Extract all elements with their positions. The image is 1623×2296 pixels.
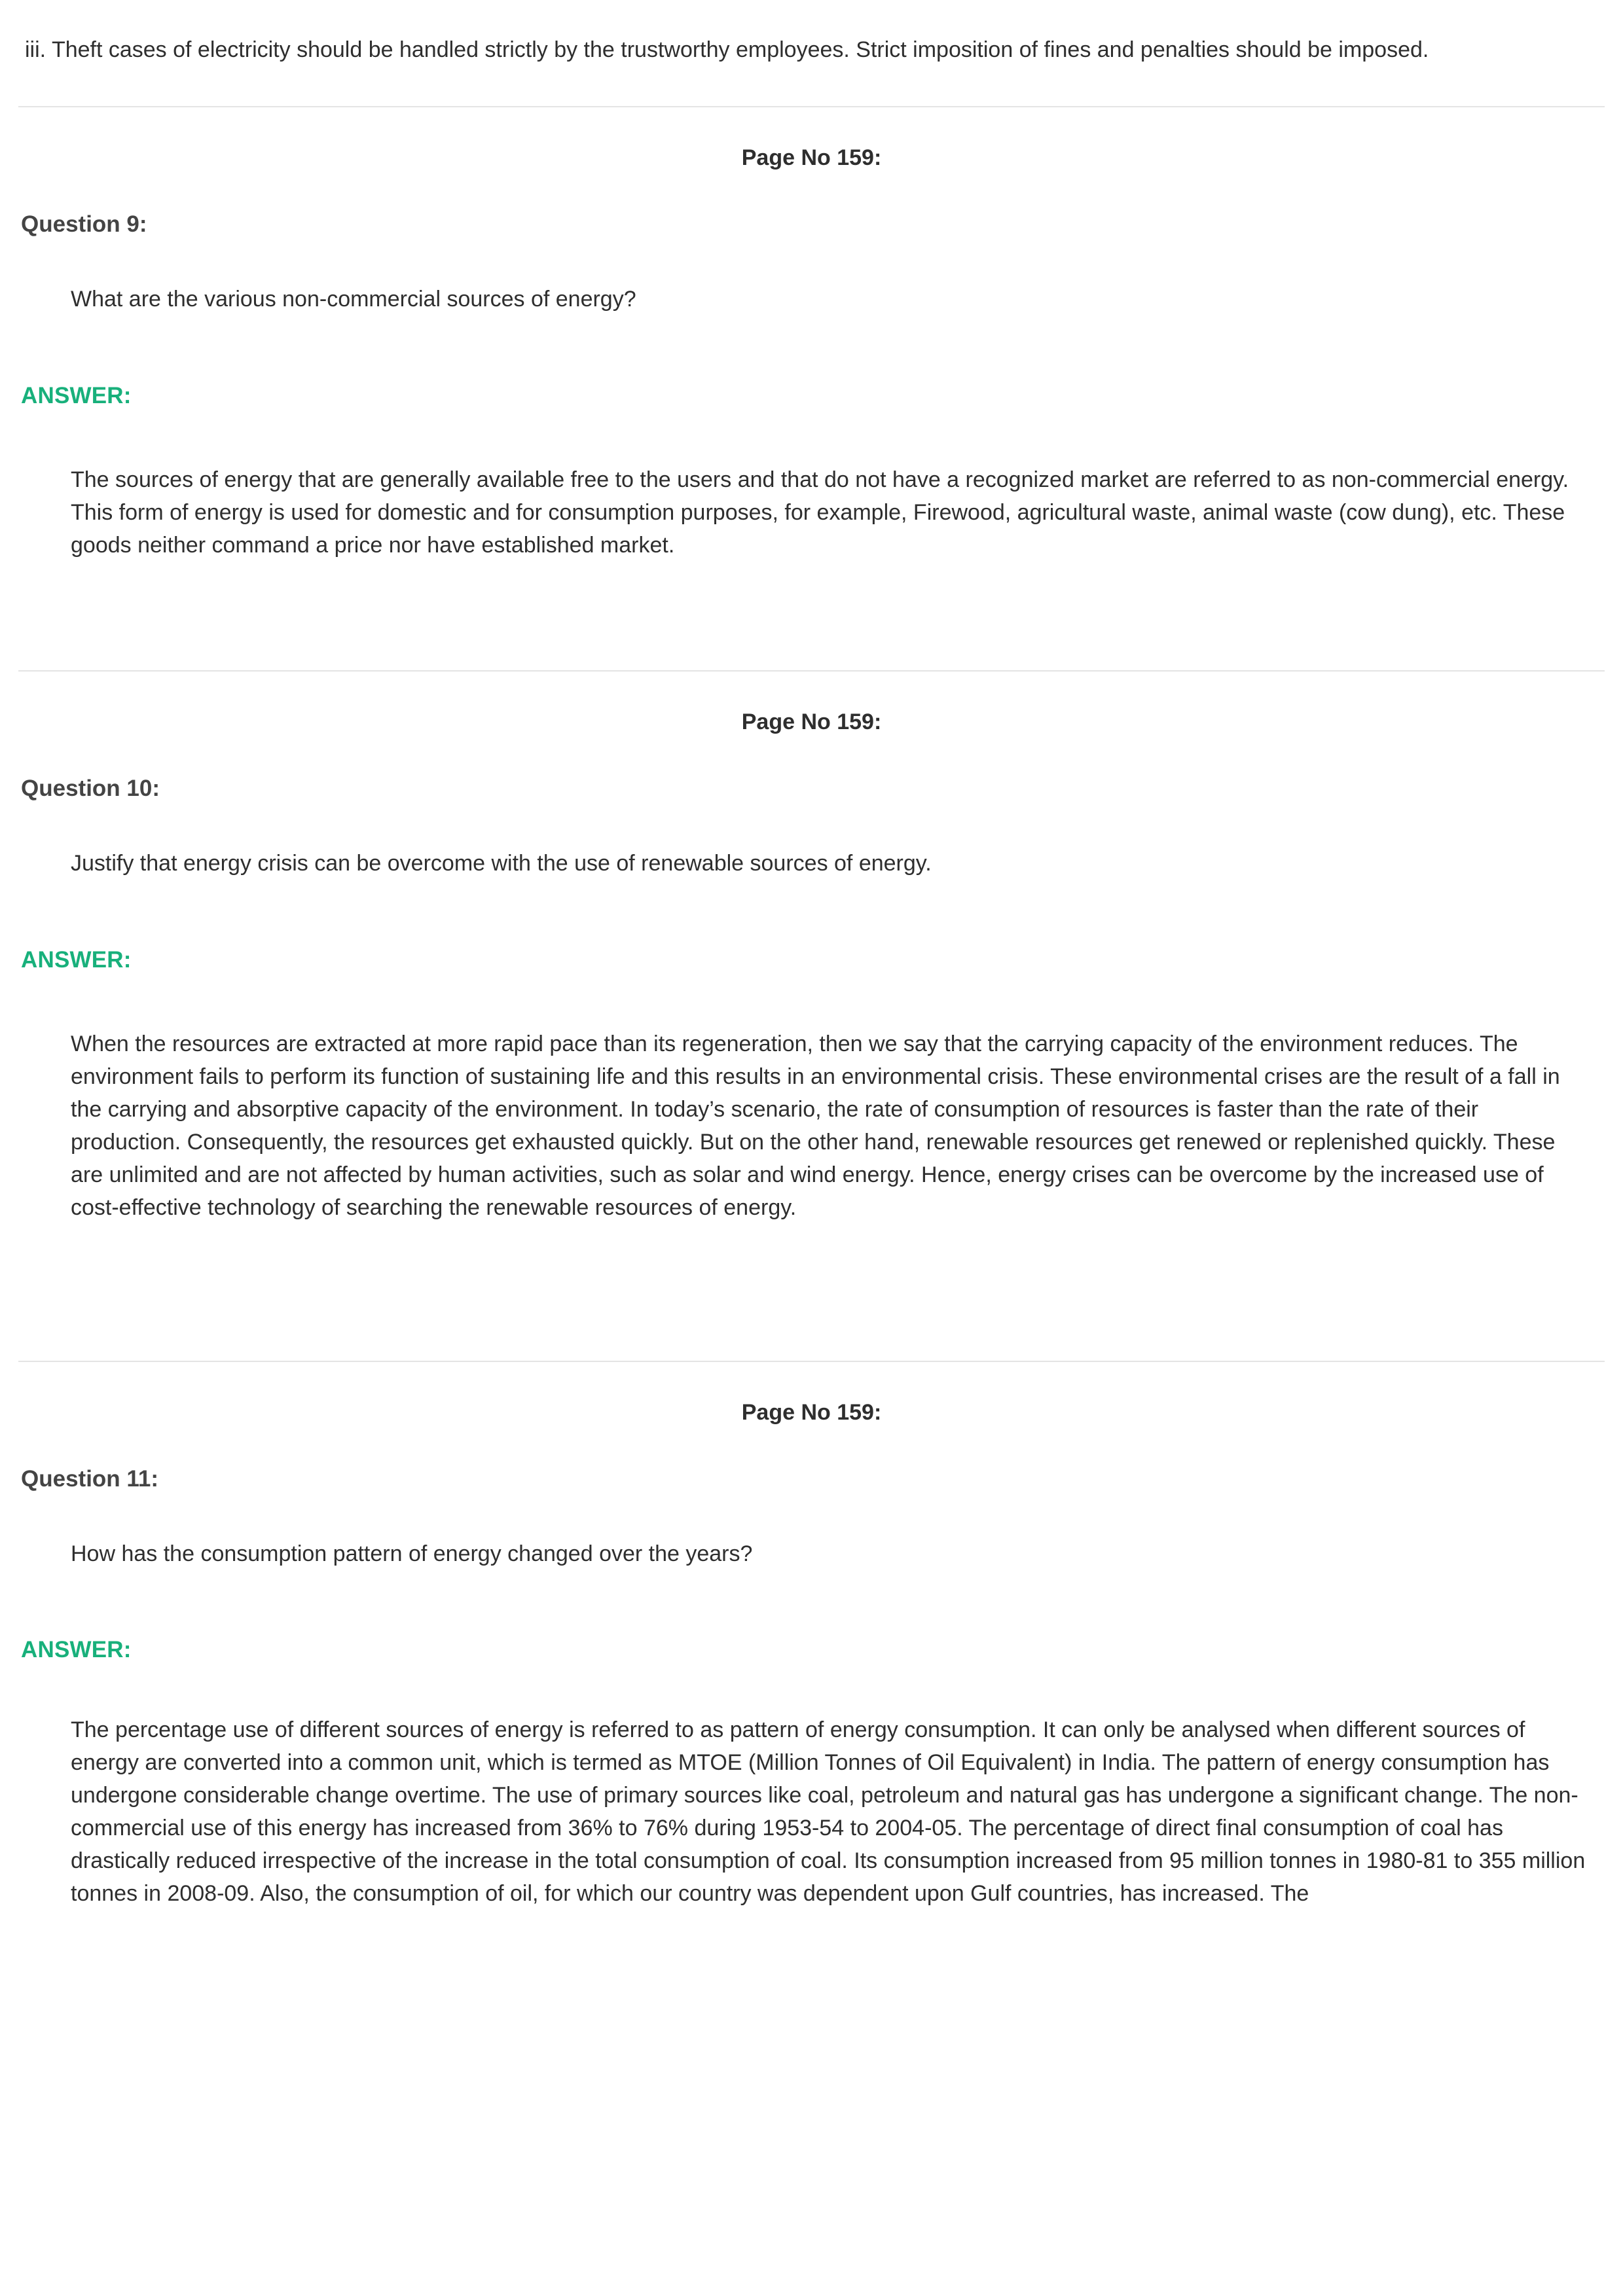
qa-block-3	[18, 1362, 1605, 1910]
answer-text: When the resources are extracted at more rapid pace than its regeneration, then we say that the carrying capacity of the environment reduces. The environment fails to perform its function of sustaining life and this results in an environmental crisis. These environmental crises are the result of a fall in the carrying and absorptive capacity of the environment. In today’s scenario, the rate of consumption of resources is faster than the rate of their production. Consequently, the resources get exhausted quickly. But on the other hand, renewable resources get renewed or replenished quickly. These are unlimited and are not affected by human activities, such as solar and wind energy. Hence, energy crises can be overcome by the increased use of cost-effective technology of searching the renewable resources of energy.	[71, 1031, 1560, 1220]
qa-block-2	[18, 672, 1605, 1319]
question-label: Question 11:	[21, 1465, 159, 1492]
block-spacer	[18, 584, 1605, 630]
page-number-heading: Page No 159:	[741, 1399, 882, 1425]
block-spacer	[18, 1247, 1605, 1320]
answer-text: The sources of energy that are generally available free to the users and that do not have a recognized market are referred to as non-commercial energy. This form of energy is used for domestic and for consumption purposes, for example, Firewood, agricultural waste, animal waste (cow dung), etc. These goods neither command a price nor have established market.	[71, 467, 1569, 558]
qa-block-1	[18, 107, 1605, 630]
answer-label: ANSWER:	[21, 1636, 132, 1662]
question-label: Question 9:	[21, 211, 147, 238]
document-page	[0, 22, 1623, 1910]
page-number-heading: Page No 159:	[741, 709, 882, 735]
intro-paragraph: iii. Theft cases of electricity should be handled strictly by the trustworthy employees. Strict imposition of fines and penalties should be imposed.	[25, 37, 1429, 62]
answer-label: ANSWER:	[21, 382, 132, 408]
answer-label: ANSWER:	[21, 946, 132, 973]
question-text: Justify that energy crisis can be overcome with the use of renewable sources of energy.	[71, 851, 932, 876]
question-text: What are the various non-commercial sources of energy?	[71, 287, 636, 312]
page-number-heading: Page No 159:	[741, 145, 882, 171]
question-label: Question 10:	[21, 776, 160, 802]
question-text: How has the consumption pattern of energy changed over the years?	[71, 1541, 753, 1566]
answer-text: The percentage use of different sources of energy is referred to as pattern of energy consumption. It can only be analysed when different sources of energy are converted into a common unit, which is termed as MTOE (Million Tonnes of Oil Equivalent) in India. The pattern of energy consumption has undergone considerable change overtime. The use of primary sources like coal, petroleum and natural gas has undergone a significant change. The non-commercial use of this energy has increased from 36% to 76% during 1953-54 to 2004-05. The percentage of direct final consumption of coal has drastically reduced irrespective of the increase in the total consumption of coal. Its consumption increased from 95 million tonnes in 1980-81 to 355 million tonnes in 2008-09. Also, the consumption of oil, for which our country was dependent upon Gulf countries, has increased. The	[71, 1717, 1586, 1906]
